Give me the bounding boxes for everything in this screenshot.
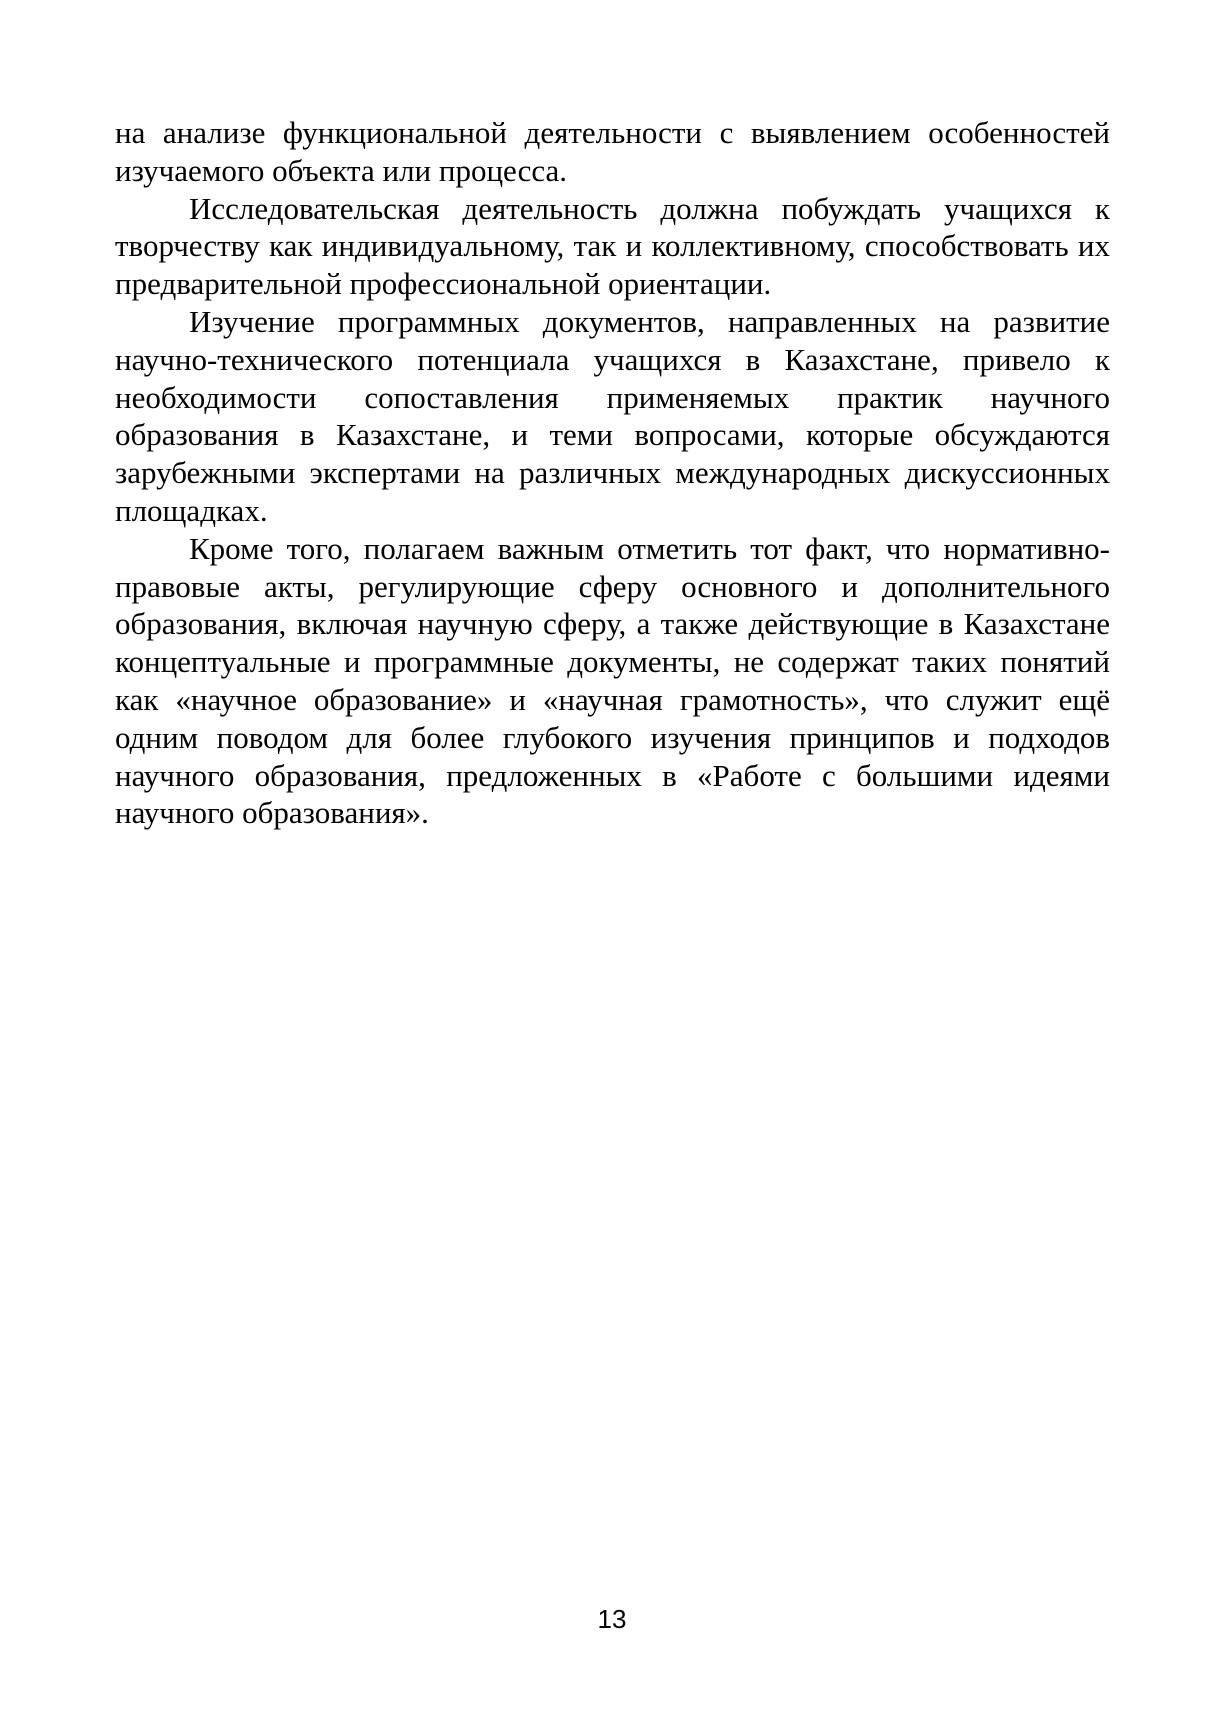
paragraph-research-activity: Исследовательская деятельность должна побуждать учащихся к творчеству как индивидуальному, так и коллективному, способствовать их предварительной профессиональной ориентации. — [115, 190, 1110, 302]
paragraph-legal-acts: Кроме того, полагаем важным отметить тот факт, что нормативно-правовые акты, регулирующие сферу основного и дополнительного образования, включая научную сферу, а также действующие в Казахстане концептуальные и программные документы, не содержат таких понятий как «научное образование» и «научная грамотность», что служит ещё одним поводом для более глубокого изучения принципов и подходов научного образования, предложенных в «Работе с большими идеями научного образования». — [115, 530, 1110, 831]
paragraph-program-documents: Изучение программных документов, направленных на развитие научно-технического потенциала учащихся в Казахстане, привело к необходимости сопоставления применяемых практик научного образования в Казахстане, и теми вопросами, которые обсуждаются зарубежными экспертами на различных международных дискуссионных площадках. — [115, 303, 1110, 528]
document-body — [115, 114, 1110, 832]
page-number: 13 — [597, 1604, 627, 1634]
paragraph-continuation: на анализе функциональной деятельности с выявлением особенностей изучаемого объекта или процесса. — [115, 115, 1110, 188]
